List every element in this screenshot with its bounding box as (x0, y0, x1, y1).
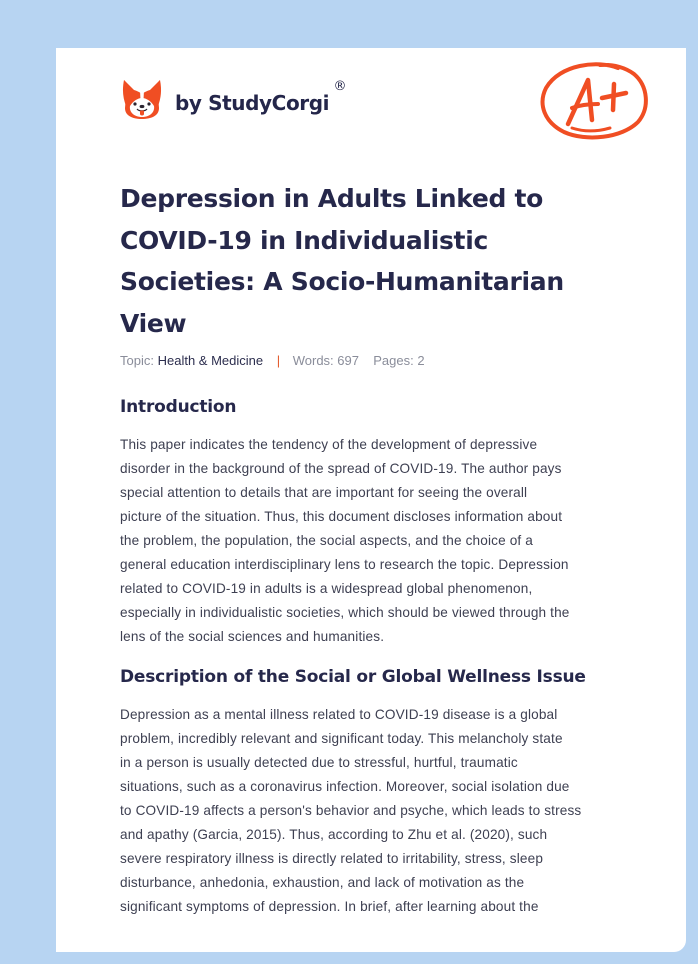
document-meta (120, 353, 425, 368)
pages-label: Pages: (373, 353, 414, 368)
title-line: View (120, 308, 187, 338)
meta-separator: | (276, 353, 281, 368)
title-line: COVID-19 in Individualistic (120, 225, 488, 255)
registered-mark: ® (333, 79, 347, 94)
logo-text: by StudyCorgi ® (175, 79, 347, 115)
title-line: Societies: A Socio-Humanitarian (120, 267, 564, 296)
studycorgi-logo[interactable] (122, 76, 347, 120)
topic-label: Topic: (120, 353, 154, 368)
words-count: 697 (337, 353, 359, 368)
section-body-description: Depression as a mental illness related to COVID-19 disease is a global problem, incredibly relevant and significant today. This melancholy state in a person is usually detected due to stressful, hurtful, traumatic situations, such as a coronavirus infection. Moreover, social isolation due to COVID-19 affects a person's behavior and psyche, which leads to stress and apathy (Garcia, 2015). Thus, according to Zhu et al. (2020), such severe respiratory illness is directly related to irritability, stress, sleep disturbance, anhedonia, exhaustion, and lack of motivation as the significant symptoms of depression. In brief, after learning about the (120, 707, 582, 914)
pages-count: 2 (417, 353, 425, 368)
topic-link[interactable]: Health & Medicine (157, 353, 264, 368)
a-plus-grade-icon (538, 58, 650, 140)
section-heading-introduction: Introduction (120, 397, 237, 417)
section-body-introduction: This paper indicates the tendency of the development of depressive disorder in the background of the spread of COVID-19. The author pays special attention to details that are important for seeing the overall picture of the situation. Thus, this document discloses information about the problem, the population, the social aspects, and the choice of a general education interdisciplinary lens to research the topic. Depression related to COVID-19 in adults is a widespread global phenomenon, especially in individualistic societies, which should be viewed through the lens of the social sciences and humanities. (120, 437, 570, 644)
document-card (56, 48, 686, 952)
words-label: Words: (292, 353, 334, 368)
document-title (120, 178, 620, 344)
section-heading-description: Description of the Social or Global Wellness Issue (120, 667, 586, 687)
corgi-icon (122, 76, 162, 120)
title-line: Depression in Adults Linked to (120, 184, 544, 213)
